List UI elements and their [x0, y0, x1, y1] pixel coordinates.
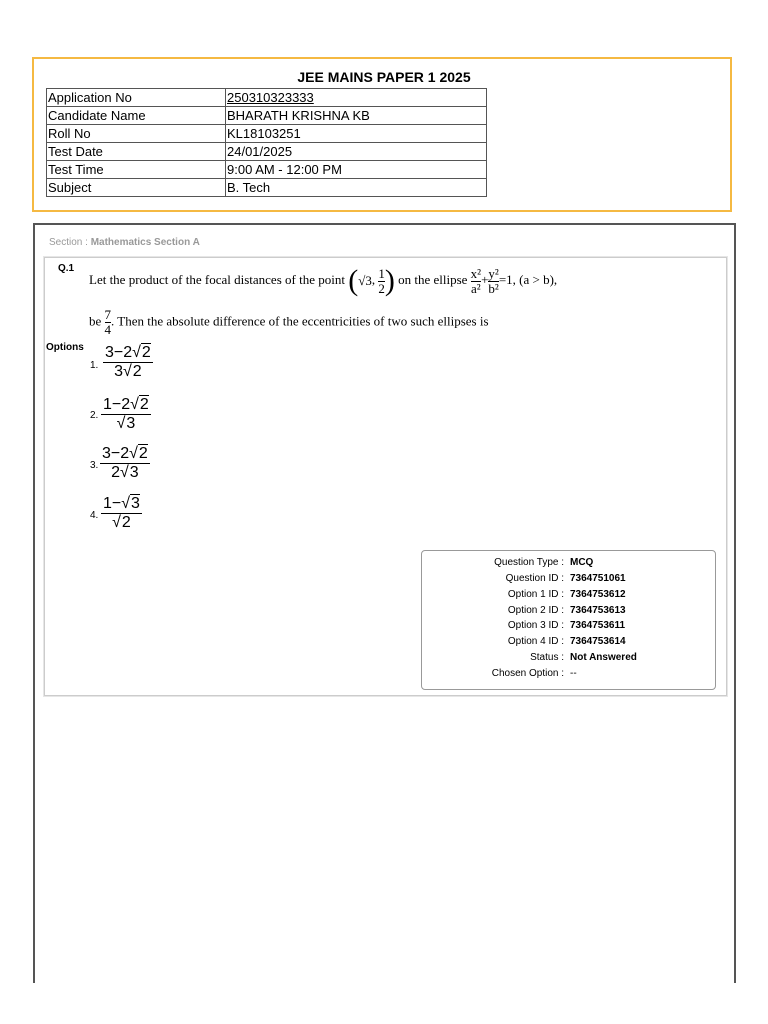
label-candidate-name: Candidate Name	[47, 107, 226, 125]
label-test-date: Test Date	[47, 143, 226, 161]
question-line-1: Let the product of the focal distances of the point (√3, $\frac{1}{2}$ ) on the ellipse $\frac{\text{x²}}{\text{a²}}$ + $\frac{\text{y²}}{\text{b²}}$ =1, (a > b),	[89, 264, 558, 297]
ellipse-x-term: $\frac{\text{x²}}{\text{a²}}$	[470, 265, 482, 296]
product-fraction: $\frac{7}{4}$	[104, 307, 112, 337]
info-question-type: Question Type : MCQ	[494, 557, 594, 568]
options-label: Options	[46, 342, 84, 353]
table-row	[47, 143, 487, 161]
option-3-number: 3.	[90, 460, 99, 471]
value-subject: B. Tech	[226, 179, 487, 197]
option-4-fraction: $\frac{1-√3}{√2}$	[103, 495, 140, 531]
table-row	[47, 107, 487, 125]
option-2-fraction: $\frac{1-2√2}{√3}$	[103, 396, 149, 432]
question-line-2: be $\frac{7}{4}$ . Then the absolute difference of the eccentricities of two such ellipses is	[89, 307, 489, 337]
option-2-number: 2.	[90, 410, 99, 421]
table-row	[47, 89, 487, 107]
label-test-time: Test Time	[47, 161, 226, 179]
info-option-4-id: Option 4 ID : 7364753614	[507, 636, 626, 647]
info-status: Status : Not Answered	[530, 652, 637, 663]
point-y-fraction: $\frac{1}{2}$	[378, 265, 385, 296]
value-application-no: 250310323333	[227, 90, 314, 105]
label-application-no: Application No	[47, 89, 226, 107]
info-option-1-id: Option 1 ID : 7364753612	[507, 589, 626, 600]
exam-title: JEE MAINS PAPER 1 2025	[297, 69, 471, 85]
info-option-3-id: Option 3 ID : 7364753611	[507, 620, 626, 631]
option-1-fraction: $\frac{3-2√2}{3√2}$	[105, 344, 151, 380]
label-roll-no: Roll No	[47, 125, 226, 143]
question-panel	[33, 223, 736, 983]
info-option-2-id: Option 2 ID : 7364753613	[507, 605, 626, 616]
value-candidate-name: BHARATH KRISHNA KB	[226, 107, 487, 125]
label-subject: Subject	[47, 179, 226, 197]
table-row	[47, 125, 487, 143]
point-x: √3	[358, 273, 372, 288]
ellipse-y-term: $\frac{\text{y²}}{\text{b²}}$	[488, 265, 499, 296]
info-chosen-option: Chosen Option : --	[491, 668, 577, 679]
value-test-time: 9:00 AM - 12:00 PM	[226, 161, 487, 179]
candidate-header	[32, 57, 732, 212]
option-3-fraction: $\frac{3-2√2}{2√3}$	[102, 445, 148, 481]
value-roll-no: KL18103251	[226, 125, 487, 143]
question-box	[44, 257, 727, 696]
candidate-table	[46, 88, 487, 197]
option-1-number: 1.	[90, 360, 99, 371]
question-number: Q.1	[58, 263, 75, 274]
table-row	[47, 161, 487, 179]
section-name: Mathematics Section A	[90, 237, 200, 248]
section-label: Section : Mathematics Section A	[49, 237, 200, 248]
info-question-id: Question ID : 7364751061	[505, 573, 626, 584]
table-row	[47, 179, 487, 197]
option-4-number: 4.	[90, 510, 99, 521]
value-test-date: 24/01/2025	[226, 143, 487, 161]
question-info-box	[421, 550, 716, 690]
